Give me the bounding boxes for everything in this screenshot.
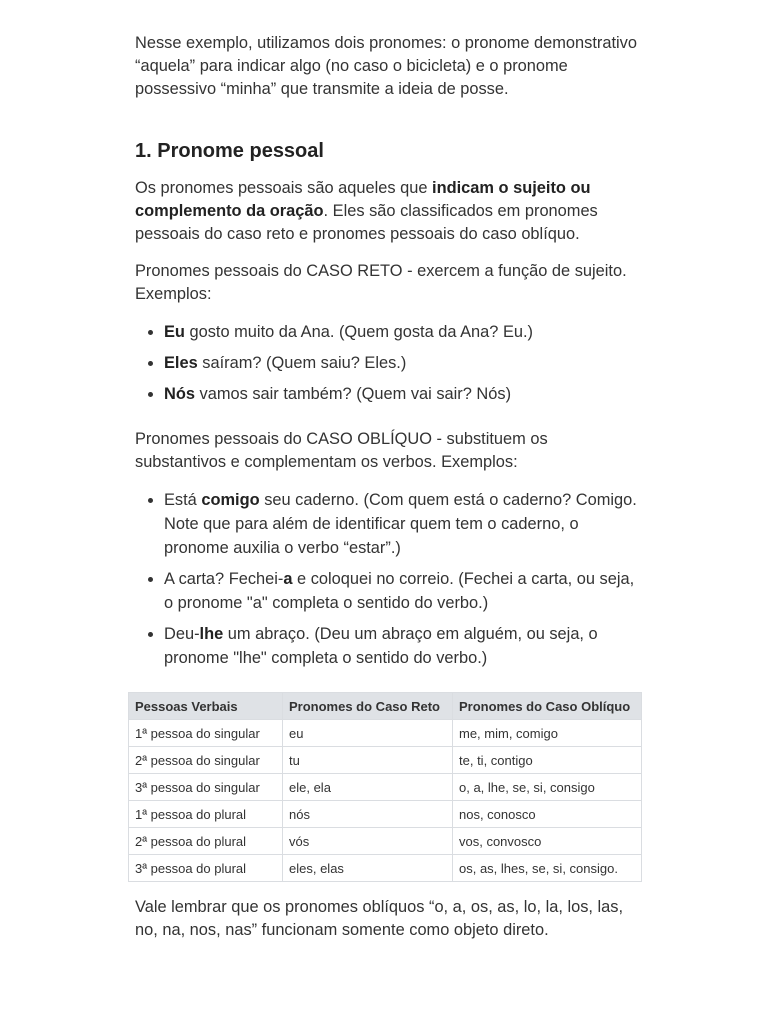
obliquo-examples-list <box>135 488 643 670</box>
table-cell: eles, elas <box>283 855 453 882</box>
reto-examples-list <box>135 320 643 406</box>
table-cell: tu <box>283 747 453 774</box>
table-cell: ele, ela <box>283 774 453 801</box>
table-row <box>129 801 642 828</box>
definition-paragraph <box>135 177 643 246</box>
table-cell: me, mim, comigo <box>453 720 642 747</box>
example-pre: Está <box>164 491 202 509</box>
table-cell: te, ti, contigo <box>453 747 642 774</box>
example-post: um abraço. (Deu um abraço em alguém, ou seja, o pronome "lhe" completa o sentido do verbo.) <box>164 625 598 667</box>
table-cell: vós <box>283 828 453 855</box>
list-item <box>164 382 643 406</box>
table-cell: vos, convosco <box>453 828 642 855</box>
example-text: saíram? (Quem saiu? Eles.) <box>197 354 407 372</box>
intro-paragraph: Nesse exemplo, utilizamos dois pronomes: o pronome demonstrativo “aquela” para indicar algo (no caso o bicicleta) e o pronome possessivo “minha” que transmite a ideia de posse. <box>135 34 637 98</box>
table-row <box>129 720 642 747</box>
reto-intro-paragraph: Pronomes pessoais do CASO RETO - exercem a função de sujeito. Exemplos: <box>135 262 627 303</box>
example-pre: A carta? Fechei- <box>164 570 284 588</box>
table-row <box>129 774 642 801</box>
table-header-cell: Pessoas Verbais <box>129 693 283 720</box>
list-item <box>164 351 643 375</box>
table-cell: 1ª pessoa do plural <box>129 801 283 828</box>
list-item <box>164 320 643 344</box>
obliquo-intro-paragraph: Pronomes pessoais do CASO OBLÍQUO - substituem os substantivos e complementam os verbos. Exemplos: <box>135 430 548 471</box>
table-cell: 3ª pessoa do plural <box>129 855 283 882</box>
example-post: seu caderno. (Com quem está o caderno? Comigo. Note que para além de identificar quem tem o caderno, o pronome auxilia o verbo “estar”.) <box>164 491 637 557</box>
example-post: e coloquei no correio. (Fechei a carta, ou seja, o pronome "a" completa o sentido do verbo.) <box>164 570 635 612</box>
definition-text-bold: indicam o sujeito ou complemento da oração <box>135 179 591 220</box>
list-item <box>164 622 643 670</box>
table-header-row <box>129 693 642 720</box>
table-cell: o, a, lhe, se, si, consigo <box>453 774 642 801</box>
example-text: vamos sair também? (Quem vai sair? Nós) <box>194 385 512 403</box>
pronoun-bold: Eles <box>164 354 198 372</box>
example-pre: Deu- <box>164 625 200 643</box>
definition-text-pre: Os pronomes pessoais são aqueles que <box>135 179 433 197</box>
list-item <box>164 488 643 560</box>
section-title: 1. Pronome pessoal <box>135 140 324 162</box>
table-header-cell: Pronomes do Caso Reto <box>283 693 453 720</box>
table-cell: 2ª pessoa do singular <box>129 747 283 774</box>
table-cell: 2ª pessoa do plural <box>129 828 283 855</box>
table-cell: 1ª pessoa do singular <box>129 720 283 747</box>
pronouns-table <box>128 692 642 882</box>
pronoun-bold: Eu <box>164 323 185 341</box>
article-content <box>135 0 643 942</box>
pronoun-bold: comigo <box>201 491 260 509</box>
pronoun-bold: a <box>283 570 293 588</box>
table-row <box>129 855 642 882</box>
table-cell: nós <box>283 801 453 828</box>
table-cell: eu <box>283 720 453 747</box>
closing-paragraph: Vale lembrar que os pronomes oblíquos “o, a, os, as, lo, la, los, las, no, na, nos, nas” funcionam somente como objeto direto. <box>135 898 624 939</box>
example-text: gosto muito da Ana. (Quem gosta da Ana? Eu.) <box>184 323 534 341</box>
table-header-cell: Pronomes do Caso Oblíquo <box>453 693 642 720</box>
definition-text-post: . Eles são classificados em pronomes pessoais do caso reto e pronomes pessoais do caso oblíquo. <box>135 202 598 243</box>
pronoun-bold: Nós <box>164 385 195 403</box>
table-row <box>129 828 642 855</box>
table-cell: 3ª pessoa do singular <box>129 774 283 801</box>
table-cell: nos, conosco <box>453 801 642 828</box>
table-row <box>129 747 642 774</box>
table-cell: os, as, lhes, se, si, consigo. <box>453 855 642 882</box>
pronoun-bold: lhe <box>199 625 224 643</box>
list-item <box>164 567 643 615</box>
